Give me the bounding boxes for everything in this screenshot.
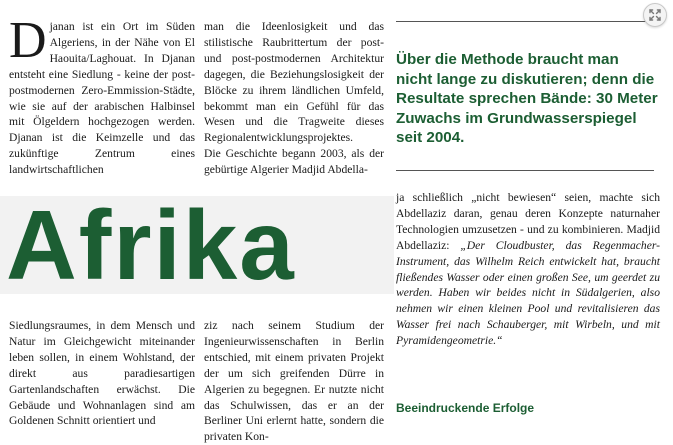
column-3 (396, 190, 660, 390)
column-2-bottom (204, 318, 384, 444)
column-1-bottom (9, 318, 195, 428)
intro-body: In Djanan entsteht eine Siedlung - keine der post-postmodernen Zero-Emmission-Städte, wie sie auf der arabischen Halbinsel mit Ölgeldern hochgezogen werden. Djanan ist die Keimzelle und das zukünftige Zentrum eines landwirtschaftlichen (9, 51, 195, 177)
column-2-bottom-text: ziz nach seinem Studium der Ingenieurwissenschaften in Berlin entschied, mit einem privaten Projekt der um sich greifenden Dürre in Algerien zu begegnen. Er nutzte nicht das Schulwissen, das er an der Berliner Uni erlernt hatte, sondern die privaten Kon- (204, 319, 384, 444)
column-3-text (396, 190, 660, 349)
column-1-bottom-text: Siedlungsraumes, in dem Mensch und Natur im Gleichgewicht miteinander leben sollen, in einem Wohlstand, der direkt aus paradiesartigen Gartenlandschaften erwächst. Die Gebäude und Wohnanlagen sind am Goldenen Schnitt orientiert und (9, 319, 195, 428)
column-3-plain: ja schließlich „nicht bewiesen“ seien, machte sich Abdellaziz daran, genau deren Konzepte naturnaher Technologien umzusetzen - und zu kombinieren. Madjid Abdellaziz: (396, 191, 660, 252)
intro-paragraph (9, 12, 195, 178)
headline: Afrika (6, 190, 296, 300)
intro-first-line: janan ist ein Ort im Süden Algeriens, in der Nähe von El Haouita/Laghouat. (49, 20, 195, 65)
drop-cap: D (9, 12, 47, 69)
column-2-top-text: man die Ideenlosigkeit und das stilistische Raubrittertum der post- und post-postmodernen Architektur dagegen, die Beziehungslosigkeit der Blöcke zu ihrem ländlichen Umfeld, bekommt man ein Gefühl für das Wesen und die Tragweite dieses Regionalentwicklungsprojektes. (204, 20, 384, 145)
expand-button[interactable] (643, 3, 667, 27)
subheading: Beeindruckende Erfolge (396, 401, 535, 415)
column-2-top (204, 19, 384, 177)
pullquote-rule-bottom (396, 170, 654, 171)
column-1-top (9, 12, 195, 177)
column-3-quote: „Der Cloudbuster, das Regenmacher-Instrument, das Wilhelm Reich entwickelt hat, braucht fließendes Wasser oder einen großen See, um geerdet zu werden. Haben wir beides nicht in Südalgerien, also nehmen wir einen kleinen Pool und revitalisieren das Wasser frei nach Schauberger, mit Wirbeln, und mit Pyramidengeometrie.“ (396, 238, 660, 348)
column-2-top-text-2: Die Geschichte begann 2003, als der gebürtige Algerier Madjid Abdella- (204, 147, 384, 177)
expand-arrows-icon (647, 7, 663, 23)
pullquote-rule-top (396, 21, 654, 22)
pull-quote: Über die Methode braucht man nicht lange zu diskutieren; denn die Resultate sprechen Bände: 30 Meter Zuwachs im Grundwasserspiegel seit 2004. (396, 51, 658, 147)
